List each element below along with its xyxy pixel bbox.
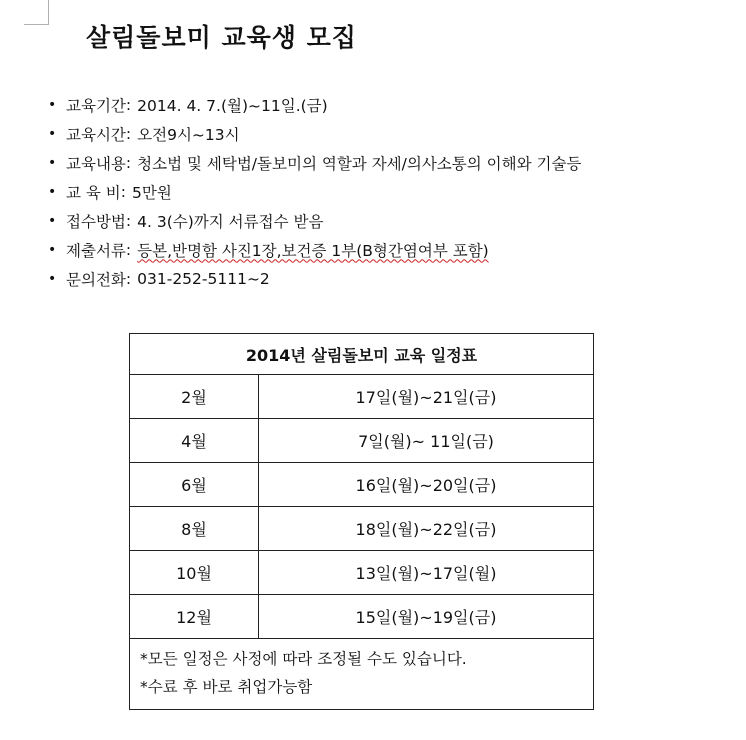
info-item-application [48, 206, 581, 235]
table-row [130, 507, 594, 551]
info-label: 접수방법 [66, 212, 126, 231]
date-cell: 17일(월)~21일(금) [259, 375, 594, 419]
date-cell: 7일(월)~ 11일(금) [259, 419, 594, 463]
bullet-icon: • [48, 241, 57, 258]
table-row [130, 595, 594, 639]
schedule-table [129, 333, 594, 710]
bullet-icon: • [48, 270, 57, 287]
bullet-icon: • [48, 183, 57, 200]
table-row [130, 375, 594, 419]
info-value: 031-252-5111~2 [137, 269, 270, 288]
month-cell: 8월 [130, 507, 259, 551]
bullet-icon: • [48, 212, 57, 229]
info-item-documents [48, 235, 581, 264]
table-row [130, 463, 594, 507]
info-item-content [48, 148, 581, 177]
info-item-fee [48, 177, 581, 206]
date-cell: 15일(월)~19일(금) [259, 595, 594, 639]
page-corner-mark [24, 0, 49, 25]
date-cell: 18일(월)~22일(금) [259, 507, 594, 551]
colon: : [125, 153, 132, 172]
colon: : [125, 269, 132, 288]
bullet-icon: • [48, 154, 57, 171]
month-cell: 12월 [130, 595, 259, 639]
date-cell: 16일(월)~20일(금) [259, 463, 594, 507]
table-notes-row [130, 639, 594, 710]
document-title: 살림돌보미 교육생 모집 [86, 23, 357, 52]
colon: : [125, 211, 132, 230]
info-value: 5만원 [132, 183, 172, 202]
schedule-title: 2014년 살림돌보미 교육 일정표 [130, 334, 594, 375]
note-line: *모든 일정은 사정에 따라 조정될 수도 있습니다. [140, 650, 467, 668]
colon: : [125, 95, 132, 114]
info-value: 등본,반명함 사진1장,보건증 1부(B형간염여부 포함) [137, 241, 489, 260]
month-cell: 10월 [130, 551, 259, 595]
note-line: *수료 후 바로 취업가능함 [140, 678, 313, 696]
bullet-icon: • [48, 96, 57, 113]
info-value: 청소법 및 세탁법/돌보미의 역할과 자세/의사소통의 이해와 기술등 [137, 154, 582, 173]
colon: : [125, 124, 132, 143]
month-cell: 6월 [130, 463, 259, 507]
info-value: 4. 3(수)까지 서류접수 받음 [137, 212, 324, 231]
date-cell: 13일(월)~17일(월) [259, 551, 594, 595]
table-row [130, 419, 594, 463]
info-label: 문의전화 [66, 270, 126, 289]
month-cell: 4월 [130, 419, 259, 463]
info-label: 교육시간 [66, 125, 126, 144]
info-value: 2014. 4. 7.(월)~11일.(금) [137, 96, 328, 115]
info-item-time [48, 119, 581, 148]
colon: : [125, 240, 132, 259]
info-label: 교 육 비 [66, 183, 121, 202]
table-row [130, 551, 594, 595]
table-header-row [130, 334, 594, 375]
month-cell: 2월 [130, 375, 259, 419]
info-item-period [48, 90, 581, 119]
bullet-icon: • [48, 125, 57, 142]
colon: : [120, 182, 127, 201]
info-label: 교육내용 [66, 154, 126, 173]
info-item-phone [48, 264, 581, 293]
info-value: 오전9시~13시 [137, 125, 240, 144]
info-label: 교육기간 [66, 96, 126, 115]
info-list [48, 90, 581, 293]
info-label: 제출서류 [66, 241, 126, 260]
notes-cell [130, 639, 594, 710]
